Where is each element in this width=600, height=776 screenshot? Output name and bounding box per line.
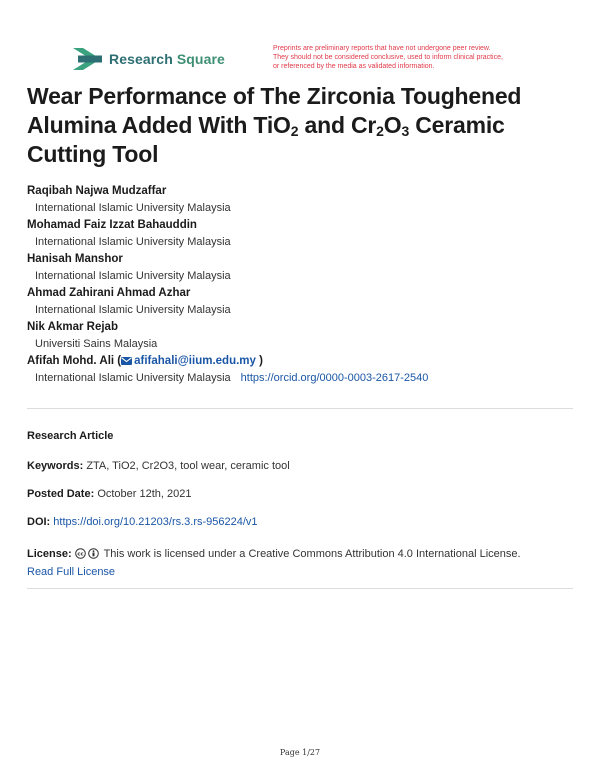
title-line-2c: O (383, 112, 402, 138)
logo-text-square: Square (176, 51, 225, 67)
author-affiliation: International Islamic University Malaysia (35, 270, 231, 282)
author-name: Ahmad Zahirani Ahmad Azhar (27, 287, 191, 299)
title-line-2d: Ceramic (409, 112, 505, 138)
title-line-1: Wear Performance of The Zirconia Toughened (27, 83, 522, 109)
keywords-label: Keywords: (27, 460, 84, 472)
keywords-value: ZTA, TiO2, Cr2O3, tool wear, ceramic tool (86, 460, 290, 472)
author-affiliation: Universiti Sains Malaysia (35, 338, 158, 350)
posted-date-label: Posted Date: (27, 488, 95, 500)
orcid-link[interactable]: https://orcid.org/0000-0003-2617-2540 (240, 372, 429, 384)
author-name: Hanisah Manshor (27, 253, 123, 265)
doi-row (27, 516, 258, 528)
creative-commons-icon (75, 548, 86, 559)
author-affiliation: International Islamic University Malaysia (35, 304, 231, 316)
posted-date-value: October 12th, 2021 (97, 488, 192, 500)
title-subscript: 2 (376, 123, 384, 139)
author-affiliation: International Islamic University Malaysia (35, 236, 231, 248)
keywords-row (27, 460, 290, 472)
author-affiliation: International Islamic University Malaysia (35, 202, 231, 214)
paren-close: ) (259, 355, 263, 367)
divider (27, 588, 573, 589)
posted-date-row (27, 488, 192, 500)
author-name: Mohamad Faiz Izzat Bahauddin (27, 219, 197, 231)
license-row (27, 545, 577, 581)
author-list (27, 183, 587, 387)
logo-text-research: Research (109, 51, 173, 67)
license-text: This work is licensed under a Creative Commons Attribution 4.0 International License. (103, 548, 521, 560)
preprint-disclaimer (273, 45, 563, 71)
title-line-2a: Alumina Added With TiO (27, 112, 291, 138)
author-name: Raqibah Najwa Mudzaffar (27, 185, 167, 197)
attribution-icon (88, 548, 99, 559)
logo-text (109, 51, 225, 67)
doi-label: DOI: (27, 516, 51, 528)
disclaimer-line: Preprints are preliminary reports that have not undergone peer review. (273, 45, 491, 52)
paren-open: ( (117, 355, 122, 367)
title-subscript: 3 (401, 123, 410, 139)
author-name: Nik Akmar Rejab (27, 321, 118, 333)
corresponding-author-name: Afifah Mohd. Ali (27, 355, 115, 367)
author-email-link[interactable]: afifahali@iium.edu.my (134, 355, 256, 367)
page-number: Page 1/27 (279, 748, 321, 757)
title-line-2b: and Cr (298, 112, 377, 138)
author-affiliation: International Islamic University Malaysia (35, 372, 231, 384)
article-type (27, 430, 113, 442)
disclaimer-line: They should not be considered conclusive, used to inform clinical practice, (273, 53, 503, 61)
disclaimer-line: or referenced by the media as validated information. (273, 62, 435, 70)
corresponding-author-affiliation-row (27, 370, 587, 387)
svg-text:cc: cc (77, 551, 84, 558)
paper-title (27, 82, 547, 169)
read-full-license-link[interactable]: Read Full License (27, 566, 116, 578)
title-line-3: Cutting Tool (27, 141, 159, 167)
license-label: License: (27, 548, 72, 560)
article-type-label: Research Article (27, 430, 114, 442)
divider (27, 408, 573, 409)
title-subscript: 2 (290, 123, 299, 139)
doi-link[interactable]: https://doi.org/10.21203/rs.3.rs-956224/v1 (53, 516, 258, 528)
corresponding-author (27, 353, 587, 370)
mail-icon (121, 357, 132, 365)
research-square-logo[interactable] (73, 47, 225, 71)
research-square-logo-icon (73, 48, 102, 70)
